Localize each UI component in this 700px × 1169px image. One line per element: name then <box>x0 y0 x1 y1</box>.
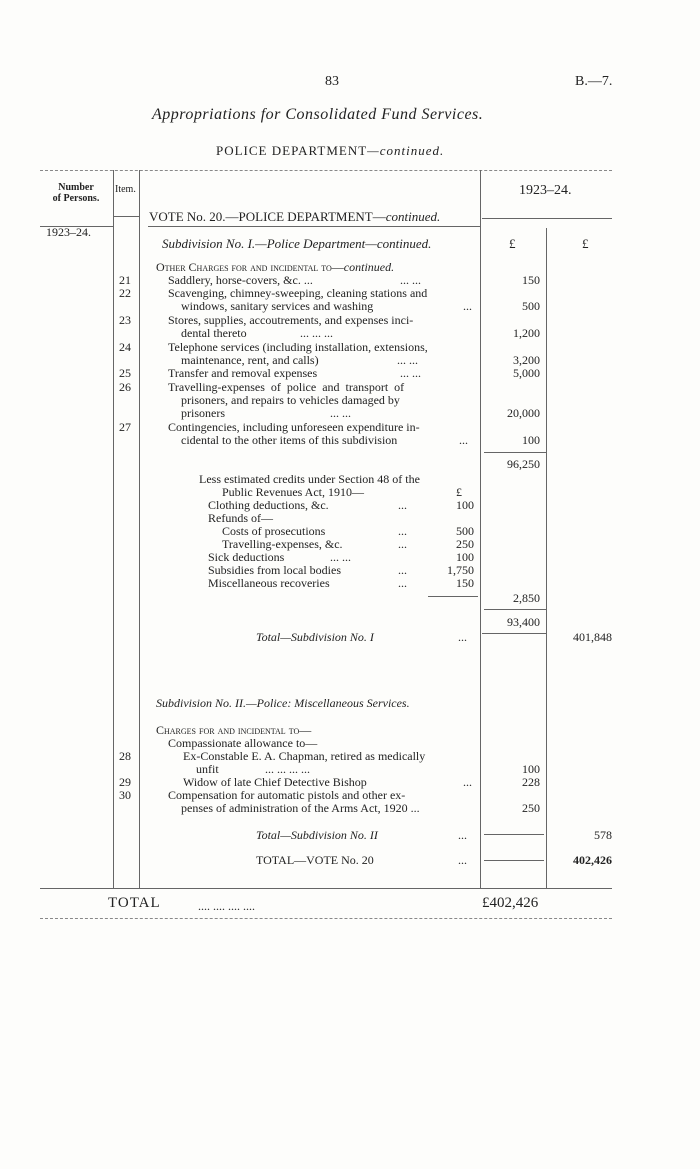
vote-heading <box>149 209 440 225</box>
item-25-text: Transfer and removal expenses <box>168 366 318 380</box>
item-29-text: Widow of late Chief Detective Bishop <box>183 775 367 789</box>
persons-column-divider <box>113 170 114 888</box>
item-28-text-2: unfit <box>196 762 219 776</box>
grand-total-rule <box>40 918 612 919</box>
year-header: 1923–24. <box>519 183 572 198</box>
credit-dots-prosecutions: ... <box>398 524 407 538</box>
credit-dots-travelling: ... <box>398 537 407 551</box>
year-header-rule <box>482 218 612 219</box>
item-24-amount: 3,200 <box>513 353 540 367</box>
grand-total-amount: £402,426 <box>482 895 539 911</box>
item-26-text-3: prisoners <box>181 406 225 420</box>
item-22-text-2: windows, sanitary services and washing <box>181 299 374 313</box>
less-credits-line-2: Public Revenues Act, 1910— <box>222 485 364 499</box>
persons-year: 1923–24. <box>46 225 91 239</box>
credit-label-refunds: Refunds of— <box>208 511 273 525</box>
item-23-amount: 1,200 <box>513 326 540 340</box>
subdivision-1-total-rule <box>482 633 546 634</box>
number-header-line-2: of Persons. <box>52 193 100 204</box>
number-of-persons-header <box>40 182 112 204</box>
item-column-divider <box>139 170 140 888</box>
item-25-amount: 5,000 <box>513 366 540 380</box>
other-charges-continued: continued. <box>343 260 395 274</box>
less-credits-line-1: Less estimated credits under Section 48 of the <box>199 472 420 486</box>
credit-amount-clothing: 100 <box>456 498 474 512</box>
gross-total-rule <box>484 452 546 453</box>
item-number-21: 21 <box>119 273 131 287</box>
credits-total-rule <box>428 596 478 597</box>
subdivision-1-heading: Subdivision No. I.—Police Department—continued. <box>162 236 432 251</box>
item-number-28: 28 <box>119 749 131 763</box>
number-header-line-1: Number <box>58 182 94 193</box>
item-25-dots: ... ... <box>400 366 421 380</box>
subdivision-1-total-label: Total—Subdivision No. I <box>256 630 374 644</box>
parliamentary-reference: B.—7. <box>575 74 613 89</box>
item-number-29: 29 <box>119 775 131 789</box>
item-number-25: 25 <box>119 366 131 380</box>
subdivision-1-total-dots: ... <box>458 630 467 644</box>
item-27-text-2: cidental to the other items of this subdivision <box>181 433 398 447</box>
subdivision-1-total-amount: 401,848 <box>573 630 612 644</box>
item-28-text: Ex-Constable E. A. Chapman, retired as medically <box>183 749 426 763</box>
gross-total-amount: 96,250 <box>507 457 540 471</box>
item-24-text: Telephone services (including installation, extensions, <box>168 340 428 354</box>
grand-total-dots: .... .... .... .... <box>198 899 255 913</box>
vote-heading-text: VOTE No. 20.—POLICE DEPARTMENT— <box>149 209 386 224</box>
amount-column-divider <box>480 170 481 888</box>
net-total-rule <box>484 609 546 610</box>
item-28-dots: ... ... ... ... <box>265 762 310 776</box>
vote-total-dots: ... <box>458 853 467 867</box>
item-21-text: Saddlery, horse-covers, &c. ... <box>168 273 313 287</box>
item-23-text-2: dental thereto <box>181 326 247 340</box>
credit-label-prosecutions: Costs of prosecutions <box>222 524 326 538</box>
item-23-dots: ... ... ... <box>300 326 333 340</box>
subdivision-2-heading: Subdivision No. II.—Police: Miscellaneous Services. <box>156 696 410 710</box>
item-26-text-2: prisoners, and repairs to vehicles damaged by <box>181 393 400 407</box>
item-number-26: 26 <box>119 380 131 394</box>
department-name: POLICE DEPARTMENT <box>216 143 368 158</box>
table-bottom-rule <box>40 888 612 889</box>
item-23-text: Stores, supplies, accoutrements, and expenses inci- <box>168 313 414 327</box>
item-number-22: 22 <box>119 286 131 300</box>
vote-total-rule <box>484 860 544 861</box>
item-22-amount: 500 <box>522 299 540 313</box>
item-26-amount: 20,000 <box>507 406 540 420</box>
item-27-amount: 100 <box>522 433 540 447</box>
item-24-dots: ... ... <box>397 353 418 367</box>
page-number: 83 <box>325 74 339 89</box>
item-22-dots: ... <box>463 299 472 313</box>
other-charges-text: Other Charges for and incidental to— <box>156 260 344 274</box>
charges-heading: Charges for and incidental to— <box>156 723 312 737</box>
total-column-divider <box>546 228 547 888</box>
table-top-rule <box>40 170 612 171</box>
subdivision-2-total-rule <box>484 834 544 835</box>
page-title: Appropriations for Consolidated Fund Services. <box>152 106 484 123</box>
item-27-text: Contingencies, including unforeseen expenditure in- <box>168 420 420 434</box>
item-24-text-2: maintenance, rent, and calls) <box>181 353 319 367</box>
item-header: Item. <box>115 184 136 195</box>
credits-pound-sign: £ <box>456 485 462 499</box>
vote-heading-continued: continued. <box>385 209 441 224</box>
credit-dots-clothing: ... <box>398 498 407 512</box>
compassionate-heading: Compassionate allowance to— <box>168 736 318 750</box>
credit-amount-sick: 100 <box>456 550 474 564</box>
item-number-23: 23 <box>119 313 131 327</box>
item-22-text: Scavenging, chimney-sweeping, cleaning stations and <box>168 286 428 300</box>
credit-dots-misc: ... <box>398 576 407 590</box>
item-number-27: 27 <box>119 420 131 434</box>
vote-total-label: TOTAL—VOTE No. 20 <box>256 853 374 867</box>
credit-label-clothing: Clothing deductions, &c. <box>208 498 329 512</box>
pound-sign-totals: £ <box>582 236 589 251</box>
item-28-amount: 100 <box>522 762 540 776</box>
credit-amount-subsidies: 1,750 <box>447 563 474 577</box>
item-header-rule <box>113 216 139 217</box>
item-29-dots: ... <box>463 775 472 789</box>
item-21-dots: ... ... <box>400 273 421 287</box>
credits-total-amount: 2,850 <box>513 591 540 605</box>
item-27-dots: ... <box>459 433 468 447</box>
net-total-amount: 93,400 <box>507 615 540 629</box>
credit-amount-travelling: 250 <box>456 537 474 551</box>
department-heading <box>216 143 444 159</box>
item-26-text: Travelling-expenses of police and transport of <box>168 380 405 394</box>
credit-amount-misc: 150 <box>456 576 474 590</box>
credit-dots-sick: ... ... <box>330 550 351 564</box>
item-30-text: Compensation for automatic pistols and other ex- <box>168 788 406 802</box>
pound-sign-amounts: £ <box>509 236 516 251</box>
credit-amount-prosecutions: 500 <box>456 524 474 538</box>
department-continued: —continued. <box>367 143 445 158</box>
vote-heading-rule <box>148 226 480 227</box>
subdivision-2-total-amount: 578 <box>594 828 612 842</box>
item-number-30: 30 <box>119 788 131 802</box>
credit-label-misc: Miscellaneous recoveries <box>208 576 330 590</box>
grand-total-label: TOTAL <box>108 895 161 911</box>
vote-total-amount: 402,426 <box>573 853 612 867</box>
credit-label-subsidies: Subsidies from local bodies <box>208 563 341 577</box>
item-21-amount: 150 <box>522 273 540 287</box>
item-30-text-2: penses of administration of the Arms Act, 1920 ... <box>181 801 420 815</box>
credit-label-travelling: Travelling-expenses, &c. <box>222 537 343 551</box>
credit-dots-subsidies: ... <box>398 563 407 577</box>
item-26-dots: ... ... <box>330 406 351 420</box>
subdivision-2-total-label: Total—Subdivision No. II <box>256 828 378 842</box>
item-29-amount: 228 <box>522 775 540 789</box>
credit-label-sick: Sick deductions <box>208 550 285 564</box>
subdivision-2-total-dots: ... <box>458 828 467 842</box>
item-30-amount: 250 <box>522 801 540 815</box>
item-number-24: 24 <box>119 340 131 354</box>
